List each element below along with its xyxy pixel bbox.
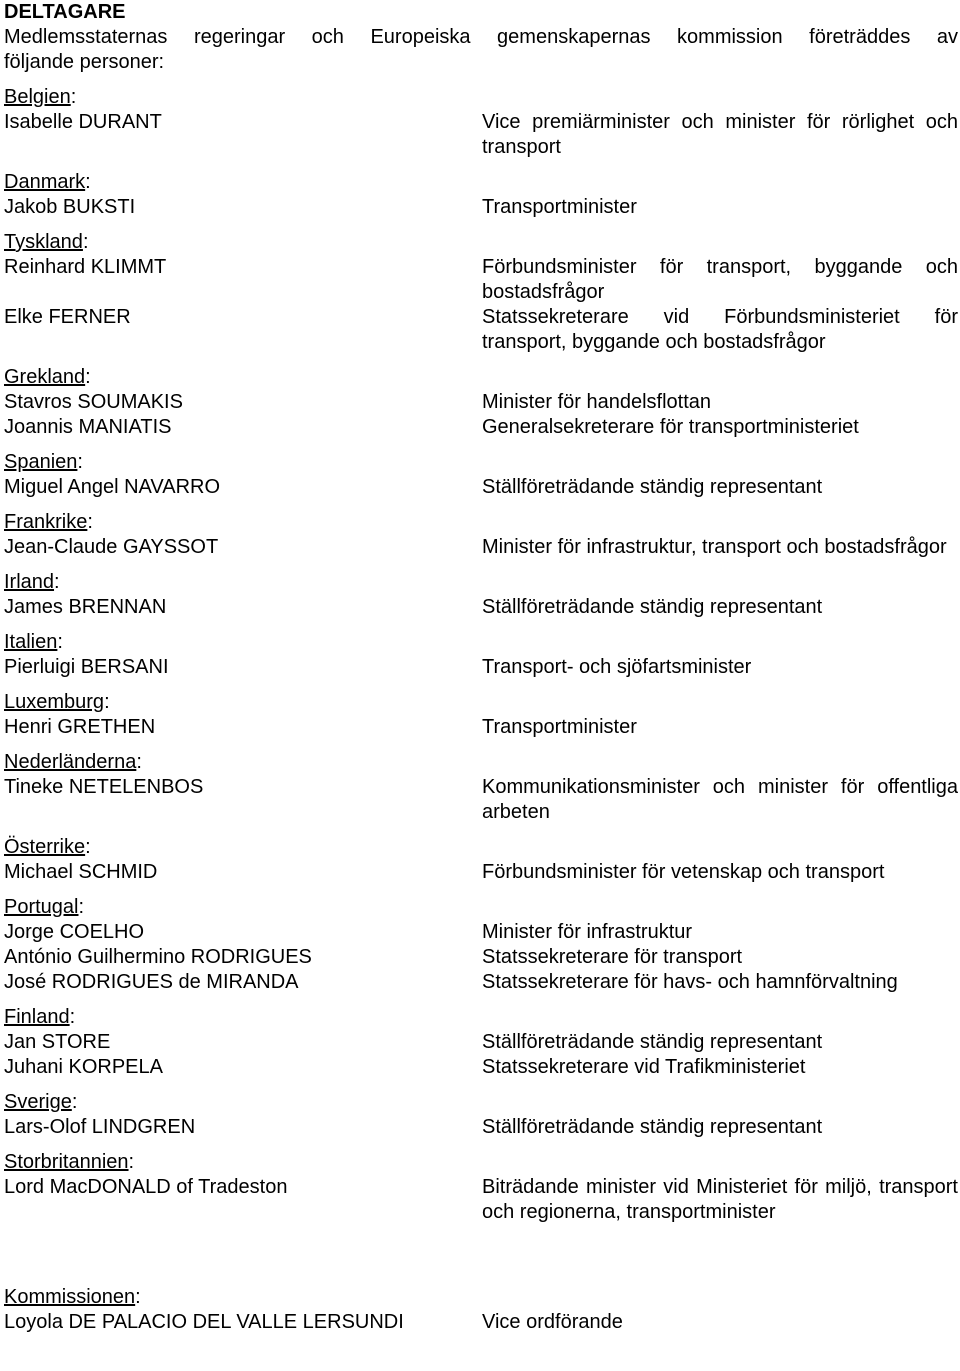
country-group bbox=[4, 85, 958, 160]
country-name: Frankrike bbox=[4, 511, 88, 533]
commission-group bbox=[4, 1285, 958, 1335]
participant-role: Vice premiärminister och minister för rörlighet och transport bbox=[482, 111, 958, 158]
country-heading bbox=[4, 750, 958, 775]
country-group bbox=[4, 1090, 958, 1140]
country-colon: : bbox=[85, 836, 91, 858]
participant-row bbox=[4, 945, 958, 970]
participant-name: Juhani KORPELA bbox=[4, 1056, 163, 1078]
country-group bbox=[4, 450, 958, 500]
country-name: Portugal bbox=[4, 896, 79, 918]
country-name: Spanien bbox=[4, 451, 78, 473]
country-heading bbox=[4, 230, 958, 255]
participant-row bbox=[4, 775, 958, 825]
country-colon: : bbox=[78, 896, 85, 918]
participant-name: Stavros SOUMAKIS bbox=[4, 391, 183, 413]
participant-name: Isabelle DURANT bbox=[4, 111, 162, 133]
group-colon: : bbox=[135, 1286, 141, 1308]
participant-role: Generalsekreterare för transportministeriet bbox=[482, 416, 859, 438]
participant-role: Statssekreterare vid Förbundsministeriet för transport, byggande och bostadsfrågor bbox=[482, 306, 958, 353]
group-name: Kommissionen bbox=[4, 1286, 136, 1308]
participant-role: Minister för handelsflottan bbox=[482, 391, 712, 413]
participant-list bbox=[4, 85, 958, 1225]
participant-name: António Guilhermino RODRIGUES bbox=[4, 946, 312, 968]
country-heading bbox=[4, 1150, 958, 1175]
participant-role: Minister för infrastruktur, transport och bostadsfrågor bbox=[482, 536, 947, 558]
participant-role: Förbundsminister för vetenskap och transport bbox=[482, 861, 885, 883]
participant-name: Lord MacDONALD of Tradeston bbox=[4, 1176, 288, 1198]
participant-name: Pierluigi BERSANI bbox=[4, 656, 169, 678]
country-group bbox=[4, 1005, 958, 1080]
country-name: Luxemburg bbox=[4, 691, 105, 713]
participant-role: Ställföreträdande ständig representant bbox=[482, 596, 823, 618]
country-colon: : bbox=[136, 751, 142, 773]
participant-name: James BRENNAN bbox=[4, 596, 167, 618]
participant-row bbox=[4, 920, 958, 945]
participant-row bbox=[4, 595, 958, 620]
document-heading: DELTAGARE bbox=[4, 1, 126, 23]
participant-name: Lars-Olof LINDGREN bbox=[4, 1116, 196, 1138]
country-name: Sverige bbox=[4, 1091, 72, 1113]
participant-name: José RODRIGUES de MIRANDA bbox=[4, 971, 299, 993]
country-colon: : bbox=[57, 631, 63, 653]
country-heading bbox=[4, 510, 958, 535]
country-heading bbox=[4, 1005, 958, 1030]
participant-role: Transportminister bbox=[482, 716, 637, 738]
participant-row bbox=[4, 1175, 958, 1225]
participant-role: Minister för infrastruktur bbox=[482, 921, 693, 943]
participant-row bbox=[4, 475, 958, 500]
participant-row bbox=[4, 1310, 958, 1335]
participant-row bbox=[4, 415, 958, 440]
participant-role: Biträdande minister vid Ministeriet för miljö, transport och regionerna, transportminister bbox=[482, 1176, 958, 1223]
participant-row bbox=[4, 195, 958, 220]
country-colon: : bbox=[69, 1006, 76, 1028]
participant-row bbox=[4, 305, 958, 355]
participant-name: Jan STORE bbox=[4, 1031, 111, 1053]
country-heading bbox=[4, 365, 958, 390]
participant-name: Miguel Angel NAVARRO bbox=[4, 476, 221, 498]
participant-name: Henri GRETHEN bbox=[4, 716, 156, 738]
participant-name: Reinhard KLIMMT bbox=[4, 256, 167, 278]
participant-name: Jorge COELHO bbox=[4, 921, 145, 943]
country-group bbox=[4, 365, 958, 440]
country-group bbox=[4, 570, 958, 620]
participant-name: Jakob BUKSTI bbox=[4, 196, 136, 218]
country-name: Österrike bbox=[4, 836, 86, 858]
country-group bbox=[4, 750, 958, 825]
country-name: Italien bbox=[4, 631, 58, 653]
participant-row bbox=[4, 715, 958, 740]
document-page bbox=[4, 0, 958, 1335]
participant-row bbox=[4, 655, 958, 680]
country-heading bbox=[4, 170, 958, 195]
country-colon: : bbox=[104, 691, 110, 713]
country-name: Belgien bbox=[4, 86, 71, 108]
participant-role: Vice ordförande bbox=[482, 1311, 623, 1333]
intro-line-2: följande personer: bbox=[4, 51, 165, 73]
country-heading bbox=[4, 85, 958, 110]
participant-row bbox=[4, 1030, 958, 1055]
country-colon: : bbox=[54, 571, 60, 593]
participant-role: Ställföreträdande ständig representant bbox=[482, 1031, 823, 1053]
participant-role: Kommunikationsminister och minister för offentliga arbeten bbox=[482, 776, 958, 823]
participant-role: Statssekreterare vid Trafikministeriet bbox=[482, 1056, 806, 1078]
country-group bbox=[4, 230, 958, 355]
country-name: Grekland bbox=[4, 366, 86, 388]
participant-role: Transportminister bbox=[482, 196, 637, 218]
country-name: Finland bbox=[4, 1006, 70, 1028]
participant-row bbox=[4, 535, 958, 560]
country-name: Nederländerna bbox=[4, 751, 137, 773]
participant-name: Jean-Claude GAYSSOT bbox=[4, 536, 219, 558]
participant-row bbox=[4, 1055, 958, 1080]
country-colon: : bbox=[82, 231, 89, 253]
participant-row bbox=[4, 390, 958, 415]
participant-role: Förbundsminister för transport, byggande och bostadsfrågor bbox=[482, 256, 958, 303]
country-heading bbox=[4, 450, 958, 475]
country-group bbox=[4, 1150, 958, 1225]
country-heading bbox=[4, 1090, 958, 1115]
intro-line-1: Medlemsstaternas regeringar och Europeiska gemenskapernas kommission företräddes av bbox=[4, 26, 958, 48]
participant-row bbox=[4, 110, 958, 160]
country-colon: : bbox=[70, 86, 77, 108]
country-colon: : bbox=[128, 1151, 135, 1173]
participant-name: Loyola DE PALACIO DEL VALLE LERSUNDI bbox=[4, 1311, 404, 1333]
country-name: Danmark bbox=[4, 171, 86, 193]
country-group bbox=[4, 510, 958, 560]
country-name: Storbritannien bbox=[4, 1151, 129, 1173]
country-heading bbox=[4, 630, 958, 655]
country-heading bbox=[4, 835, 958, 860]
participant-role: Transport- och sjöfartsminister bbox=[482, 656, 752, 678]
intro-paragraph bbox=[4, 25, 958, 75]
participant-row bbox=[4, 255, 958, 305]
participant-name: Elke FERNER bbox=[4, 306, 131, 328]
participant-row bbox=[4, 1115, 958, 1140]
participant-role: Statssekreterare för transport bbox=[482, 946, 743, 968]
country-name: Tyskland bbox=[4, 231, 83, 253]
participant-role: Ställföreträdande ständig representant bbox=[482, 1116, 823, 1138]
participant-row bbox=[4, 970, 958, 995]
participant-name: Michael SCHMID bbox=[4, 861, 158, 883]
participant-name: Joannis MANIATIS bbox=[4, 416, 172, 438]
country-colon: : bbox=[85, 171, 91, 193]
participant-name: Tineke NETELENBOS bbox=[4, 776, 204, 798]
country-colon: : bbox=[85, 366, 91, 388]
country-group bbox=[4, 895, 958, 995]
participant-role: Statssekreterare för havs- och hamnförvaltning bbox=[482, 971, 898, 993]
country-group bbox=[4, 690, 958, 740]
country-colon: : bbox=[87, 511, 93, 533]
country-group bbox=[4, 630, 958, 680]
country-colon: : bbox=[71, 1091, 78, 1113]
country-group bbox=[4, 170, 958, 220]
group-heading bbox=[4, 1285, 958, 1310]
country-name: Irland bbox=[4, 571, 55, 593]
country-group bbox=[4, 835, 958, 885]
participant-row bbox=[4, 860, 958, 885]
country-heading bbox=[4, 895, 958, 920]
country-heading bbox=[4, 690, 958, 715]
participant-role: Ställföreträdande ständig representant bbox=[482, 476, 823, 498]
country-heading bbox=[4, 570, 958, 595]
country-colon: : bbox=[77, 451, 83, 473]
